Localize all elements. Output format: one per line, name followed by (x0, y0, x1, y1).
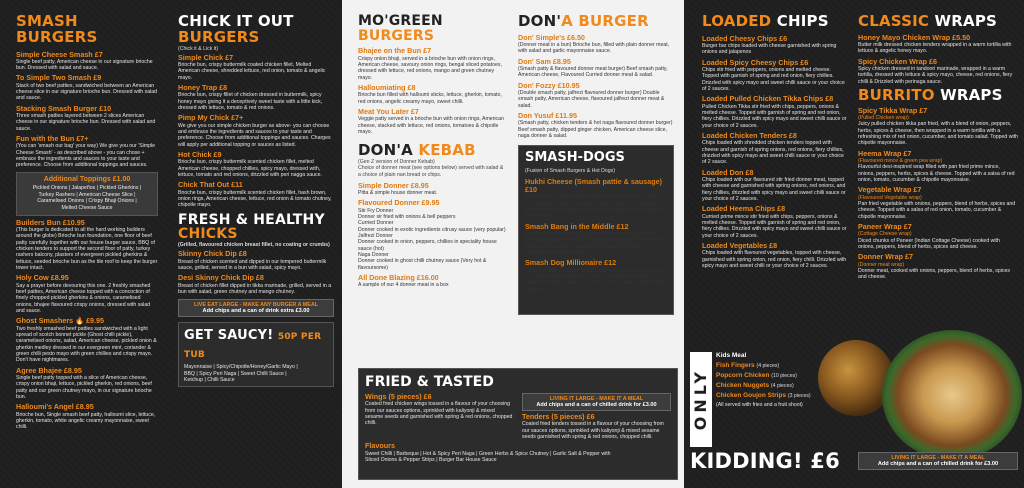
smash-dogs-sub: (Fusion of Smash Burgers & Hot Dogs) (525, 168, 615, 175)
text-line: Naga Donner (358, 252, 389, 259)
kebab-title-a: DON'A (358, 141, 413, 160)
fresh-title: FRESH & HEALTHY (178, 211, 325, 228)
don-title: DON' (518, 12, 562, 30)
kebab-flavoured: Flavoured Donner £9.95 Stir Fry Donner Donner sir fried with onions & bell peppers Curried Donner Donner cooked in exotic ingredients citrusy sauce (very popular) Jalfrezi Donner Donner cooked in onion, peppers, chillies in speciality house sauce (hot) Naga Donner Donner cooked in ghost chilli chutney sauce (Very hot & flavoursome) (358, 198, 506, 271)
menu-item (702, 59, 848, 93)
item-name: Don' Fozzy £10.95 (518, 80, 580, 90)
text-line: Donner cooked in ghost chilli chutney sauce (Very hot & flavoursome) (358, 258, 487, 271)
mogreen-list (358, 47, 506, 135)
item-desc: Brioche bun, crispy buttermilk coated chicken fillet, Melted American cheese, shredded lettuce, red onion, tomato & angelic mayo. (178, 62, 326, 81)
menu-item (178, 274, 334, 295)
smash-dogs-title: SMASH-DOGS (525, 150, 625, 166)
item-name: Chick That Out £11 (178, 180, 243, 190)
menu-item (858, 186, 1018, 220)
item-name: Simple Chick £7 (178, 52, 234, 62)
kebab-title-b: KEBAB (418, 141, 476, 160)
menu-item (858, 223, 1018, 250)
item-name: Stacking Smash Burger £10 (16, 103, 112, 113)
get-saucy-box (178, 322, 334, 387)
item-name: Halloumi's Angel £8.95 (16, 402, 94, 412)
text-line: Mayonnaise | Spicy/Chipotle/Honey/Garlic Mayo | (184, 364, 298, 371)
item-name: Ghost Smashers 🔥 £9.95 (16, 316, 105, 326)
saucy-title: GET SAUCY! (184, 328, 274, 344)
item-name: Spicy Chicken Wrap £6 (858, 56, 937, 66)
panel-loaded-chips (684, 0, 854, 488)
kids-item-pieces: (10 pieces) (771, 373, 797, 379)
item-name: Don' Sam £8.95 (518, 56, 571, 66)
item-name: Honey Mayo Chicken Wrap £5.50 (858, 32, 971, 42)
menu-item (858, 58, 1018, 85)
wings-item: Wings (5 pieces) £6 Coated fried chicken wings tossed in a flavour of your choosing from our sauces options, sprinkled with kaliyonji & mixed sesame seeds and garnished with spring & red onions, chopped chilli. (365, 392, 513, 427)
text-line: Curried Donner (358, 220, 394, 227)
menu-item (518, 58, 674, 79)
menu-item (16, 74, 158, 101)
item-desc: Brioche bun, Single smash patty, American cheese, topped with sausage bangers, mustard, fried onions, and ketchup. Beef smashed no dogs were smashed during the creation of this burger. (525, 194, 664, 220)
menu-item (702, 35, 848, 56)
menu-item (178, 151, 334, 178)
item-desc: Two freshly smashed beef patties sandwiched with a light spread of scotch bonnet pickle (Ghost chilli pickle), caramelised onions, salad, American cheese, pickled onion & gherkin medley dressed in our evergreen mint, coriander & green chilli pesto mayo with green chillies and crispy mayo. Don't have nightmares. (16, 325, 157, 364)
item-name: Holy Cow £8.95 (16, 273, 69, 283)
text-line: Stir Fry Donner (358, 207, 394, 214)
item-name: Pimp My Chick £7+ (178, 113, 244, 123)
item-desc: Breast of chicken fillet dipped in tikka marinade, grilled, served in a bun with salad, green chutney and mango chutney. (178, 282, 332, 295)
menu-item (518, 34, 674, 55)
meal-banner: LIVE EAT LARGE - MAKE ANY BURGER A MEAL Add chips and a can of drink extra £3.00 (178, 299, 334, 317)
item-desc: Brioche bun, crispy buttermilk scented chicken fillet, hash brown, onion rings, American cheese, lettuce, red onion & tomato chutney, chipotle mayo. (178, 189, 332, 209)
item-desc: Veggie patty served in a brioche bun with onion rings, American cheese, stacked with lettuce, red onions, tomatoes & chipotle mayo. (358, 116, 504, 135)
menu-item (525, 259, 667, 293)
menu-item (702, 242, 848, 269)
item-name: Builders Bun £10.95 (16, 217, 85, 227)
text-line: Donner cooked in exotic ingredients citrusy sauce (very popular) (358, 226, 506, 233)
item-desc: Say a prayer before devouring this one. 2 freshly smashed beef patties, American cheese topped with a concoction of finely chopped pickled gherkins & onions, caramelised onions, bhajee flavoured crispy onions, dressed with salad and sauce. (16, 282, 151, 315)
item-desc: Stack of two beef patties, sandwiched between an American cheese slice in our signature brioche bun. Dressed with salad and sauce. (16, 82, 158, 102)
menu-item (518, 112, 674, 139)
menu-item (16, 135, 158, 169)
item-name: Smash Bang in the Middle £12 (525, 221, 629, 231)
item-desc: Crispy onion bhaji, served in a brioche bun with onion rings, American cheese, savoury onion rings, bengal sliced potatoes, dressed with lettuce, red onions, mango and green chutney mayo. (358, 55, 502, 81)
burrito-title: BURRITO (858, 86, 935, 105)
text-line: Sliced Onions & Pepper Strips | Burger Bar House Sauce (365, 456, 497, 463)
item-desc: We give you our simple chicken burger as above- you can choose and embrace the ingredients and sauces to your taste and preference. Choose from additional toppings and sauces. Charges will apply per additional topping or sauces as listed. (178, 122, 331, 148)
kids-item-pieces: (3 pieces) (787, 393, 811, 399)
wraps-title: WRAPS (934, 12, 998, 30)
chick-subtitle: (Chick it & Lick it) (178, 45, 219, 52)
flavours-title: Flavours (365, 441, 395, 451)
kebab-sub2: Choice of donner meat (see options below) served with salad & a choice of plain nan bread or chips. (358, 165, 504, 178)
item-desc: Chips stir fried with peppers, onions and melted cheese. Topped with garnish of spring and red onion, fiery chillies. Drizzled with spicy mayo and sweet chilli sauce or your choice of 2 sauces. (702, 67, 845, 93)
item-desc: Chips loaded with shredded chicken tenders topped with cheese and garnish of spring onions, red onions, fiery chillies, drizzled with spicy mayo and sweet chilli sauce or your choice of 2 sauce. (702, 140, 844, 166)
menu-item (858, 150, 1018, 184)
item-name: Meat You Later £7 (358, 107, 419, 116)
text-line: Melted Cheese Sauce (61, 205, 113, 211)
text-line: Sweet Chilli | Barbeque | Hot & Spicy Peri Naga | Green Herbs & Spice Chutney | Garlic Salt & Pepper with (365, 450, 611, 457)
don-burger-title: A BURGER (561, 12, 649, 30)
smash-burgers-title: SMASH BURGERS (16, 12, 98, 46)
chicks-title: CHICKS (178, 226, 238, 243)
item-sub: (Flavoured Vegetable wrap) (858, 194, 922, 201)
don-list (518, 34, 674, 140)
mogreen-burgers-title: BURGERS (358, 27, 435, 44)
item-name: Don Yusuf £11.95 (518, 111, 577, 120)
text-line: Turkey Rashers | American Cheese Slice | (38, 191, 136, 198)
text-line: Donner sir fried with onions & bell peppers (358, 214, 456, 221)
item-desc: Donner meat, cooked with onions, peppers, blend of herbs, spices and cheese. (858, 268, 1010, 281)
kids-item-pieces: (4 pieces) (756, 363, 780, 369)
item-desc: Pulled Chicken Tikka stir fried with chips, peppers, onions & melted cheese. Topped with garnish of spring and red onion, fiery chillies. Drizzled with spicy mayo and sweet chilli sauce or your choice of 2 sauces. (702, 103, 847, 129)
item-desc: Brioche bun filled with halloumi sticks, lettuce, gherkin, tomato, red onions, angelic creamy mayo, sweet chilli. (358, 92, 502, 105)
kids-title: Kids Meal (716, 352, 747, 359)
kebab-simple: Simple Donner £8.95 Pitta & simple house donner meat. (358, 180, 438, 197)
menu-item (702, 95, 848, 129)
menu-item (178, 181, 334, 208)
fried-tasted-title: FRIED & TASTED (365, 374, 494, 390)
text-line: Donner cooked in onion, peppers, chillies in speciality house sauce (hot) (358, 239, 497, 252)
item-sub: (Cottage Cheese wrap) (858, 231, 912, 238)
item-name: Paneer Wrap £7 (858, 222, 912, 232)
item-name: Fun with the Bun £7+ (16, 134, 89, 144)
classic-title: CLASSIC (858, 12, 930, 30)
item-desc: Burger bar chips loaded with cheese garnished with spring onions and jalapenos (702, 43, 837, 56)
kids-item-name: Fish Fingers (716, 362, 755, 369)
item-name: Honey Trap £8 (178, 83, 228, 93)
item-name: Loaded Vegetables £8 (702, 241, 778, 250)
menu-item (858, 34, 1018, 55)
item-name: Loaded Heema Chips £8 (702, 204, 786, 214)
menu-item (358, 47, 506, 81)
item-desc: (Donner meat in a bun) Brioche bun, filled with plain donner meat, with salad and garlic mayonnaise sauce. (518, 42, 670, 55)
smash-burger-list (16, 51, 158, 169)
item-desc: Butter milk dressed chicken tenders wrapped in a warm tortilla with lettuce & angelic honey mayo. (858, 42, 1012, 55)
item-desc: Brioche bun, crispy fillet of chicken dressed in buttermilk, spicy honey mayo giving it a deceptively sweet taste with a little kick, dressed with lettuce, tomato & red onions. (178, 92, 323, 112)
item-name: Loaded Don £8 (702, 167, 754, 177)
item-desc: Breast of chicken scented and dipped in our tempered buttermilk sauce, grilled, served in a bun with salad, spicy mayo. (178, 258, 327, 271)
item-name: Spicy Tikka Wrap £7 (858, 105, 928, 115)
item-desc: Brioche bun, crispy buttermilk scented chicken fillet, melted American cheese, chopped chillies, spicy mayo, dressed with, lettuce, tomato and red onions, drizzled with peri nagga sauce. (178, 159, 322, 178)
menu-item (358, 84, 506, 105)
fried-tasted-box (358, 368, 678, 480)
panel-smash-burgers (0, 0, 172, 488)
item-desc: Single beef patty, American cheese in our signature brioche bun. Dressed with salad and sauce. (16, 58, 153, 72)
text-line: BBQ | Spicy Peri Naga | Sweet Chilli Sauce | (184, 370, 287, 377)
item-desc: Pan fried vegetable with onions, peppers, blend of herbs, spices and cheese. Topped with a salsa of red onion, tomato, cucumber & chipotle mayonnaise. (858, 201, 1016, 220)
kebab-sub: (Gen Z version of Donner Kebab) (358, 159, 435, 166)
only-vertical: ONLY (690, 352, 712, 447)
menu-item (16, 51, 158, 72)
menu-item (16, 105, 158, 132)
chick-title: CHICK IT OUT (178, 12, 294, 30)
item-name: Loaded Spicy Cheesy Chips £6 (702, 57, 809, 67)
item-name: Loaded Chicken Tenders £8 (702, 131, 797, 141)
wrap-food-image (882, 330, 1022, 460)
menu-item (702, 169, 848, 203)
item-desc: (Smash patty, chicken tenders & hot naga flavoured donner burger) Beef smash patty, dipped ginger chicken, American cheese slice, naga donner & salad. (518, 120, 673, 139)
item-desc: Curried prime mince stir fried with chips, peppers, onions & melted cheese. Topped with garnish of spring and red onion, fiery chillies. Drizzled with spicy mayo and sweet chilli sauce or your choice of 2 sauces. (702, 213, 847, 239)
menu-item (525, 223, 667, 257)
saucy-price: 50P PER TUB (184, 332, 322, 361)
item-desc: (You can 'smash our bag' your way) We give you our 'Simple Cheese Smash' - as described above - you can chose + embrace the ingredients and sauces to your taste and preference. Choose from additional toppings and sauces. (16, 143, 156, 169)
item-desc: Juicy pulled chicken tikka pan fried, with a blend of onion, peppers, herbs, spices & cheese, then wrapped in a warm tortilla with a refreshing mix of red onion, cucumber, and tomato salad. Topped with chipotle mayonnaise. (858, 121, 1018, 147)
menu-item (702, 132, 848, 166)
smash-dogs-box (518, 145, 674, 315)
smash-burger-list-2 (16, 219, 158, 431)
menu-item (525, 178, 667, 220)
item-desc: Flavourful desi-inspired wrap filled with pan fried prime mince, onions, peppers, herbs, spices & cheese. Topped with a salsa of red onion, tomato, cucumber & chipotle mayonnaise. (858, 164, 1015, 184)
kids-item-name: Popcorn Chicken (716, 372, 770, 379)
menu-item (702, 205, 848, 239)
item-desc: Diced chunks of Paneer (Indian Cottage Cheese) cooked with onions, peppers, blend of herbs, spices and cheese. (858, 237, 1000, 251)
item-desc: Single beef patty topped with a slice of American cheese, crispy onion bhaji, lettuce, pickled gherkin, red onions, beef patty and our green chutney mayo, in our signature brioche bun. (16, 375, 152, 401)
item-name: To Simple Two Smash £9 (16, 73, 102, 83)
kids-note: (All served with fries and a fruit shoot) (716, 402, 803, 408)
burgers-title: BURGERS (178, 27, 260, 46)
kids-item-pieces: (4 pieces) (770, 383, 794, 389)
chips-title: CHIPS (776, 12, 829, 30)
loaded-list (702, 35, 848, 270)
menu-item (16, 317, 158, 363)
item-name: Heema Wrap £7 (858, 148, 912, 158)
panel-chick-it-out (172, 0, 342, 488)
mogreen-title: MO'GREEN (358, 13, 443, 29)
text-line: Ketchup | Chilli Sauce (184, 376, 235, 383)
item-name: Loaded Pulled Chicken Tikka Chips £8 (702, 94, 834, 104)
kebab-all-done: All Done Blazing £16.00 A sample of our 4 donner meat in a box (358, 273, 449, 289)
item-name: Hukhi Cheese (Smash pattie & sausage) £10 (525, 176, 663, 195)
menu-item (518, 82, 674, 109)
item-desc: Spicy chicken dressed in tandoori marinade, wrapped in a warm tortilla, dressed with lettuce & spicy mayo, cheese, red onions, fiery chilli & Drizzled with perinaga sauce. (858, 66, 1013, 85)
fresh-subtitle: (Grilled, flavoured chicken breast fillet, no coating or crumbs) (178, 242, 330, 249)
item-desc: (Smash patty & flavoured donner meat burger) Beef smash patty, American cheese, Flavoured Curried donner meat & salad. (518, 66, 668, 79)
item-name: Simple Cheese Smash £7 (16, 49, 103, 59)
item-desc: (Smash pattie, sausage topped with chilli con carne) Brioche bun, beef patty, American cheese, sausage, fried onions, tomato ketchup, mustard, chilli con carne, topped with melted cheese. (525, 267, 666, 293)
menu-item (16, 274, 158, 314)
burrito-wraps-title: WRAPS (940, 86, 1003, 105)
menu-item (178, 250, 334, 271)
item-desc: (Double smash patties & sausage) Brioche bun, smashed beef patty, American cheese, sausage bangers in the middle, topped with another smashed beef patty, fried onions, mustard & tomato ketchup. (525, 231, 666, 257)
additional-toppings-box: Additional Toppings £1.00 Pickled Onions | Jalapeños | Pickled Gherkins | Turkey Rashers | American Cheese Slice | Caramelised Onions | Crispy Bhaji Onions | Melted Cheese Sauce (16, 172, 158, 216)
item-name: Don' Simple's £6.50 (518, 32, 585, 42)
classic-list (858, 34, 1018, 85)
item-desc: Chips loaded with flavoured vegetables, topped with cheese, garnished with spring onion, red onion, fiery chilli. Drizzled with spicy mayo and sweet chilli or your choice of 2 sauces. (702, 250, 847, 269)
item-name: Donner Wrap £7 (858, 252, 913, 262)
item-name: Vegetable Wrap £7 (858, 185, 922, 195)
item-name: Agree Bhajee £8.95 (16, 365, 82, 375)
menu-item (858, 107, 1018, 147)
kids-item-name: Chicken Nuggets (716, 382, 770, 389)
text-line: Pickled Onions | Jalapeños | Pickled Gherkins | (32, 184, 142, 191)
menu-item (178, 114, 334, 148)
menu-item (858, 253, 1018, 280)
menu-item (178, 84, 334, 111)
item-sub: (Donner meat wrap) (858, 261, 905, 268)
kids-item-name: Chicken Goujon Strips (716, 392, 787, 399)
menu-item (178, 54, 334, 81)
item-name: Loaded Cheesy Chips £6 (702, 33, 788, 43)
chick-list (178, 54, 334, 209)
item-name: Hot Chick £9 (178, 150, 222, 160)
menu-item (16, 403, 158, 430)
tenders-col: LIVING IT LARGE - MAKE IT A MEAL Add chips and a can of chilled drink for £3.00 Tenders (5 pieces) £6 Coated fried tenders tossed in a flavour of your choosing from our sauces options, sprinkled with kaliyonji & mixed sesame seeds garnished with spring & red onions, chopped chilli. (522, 393, 671, 440)
burrito-list (858, 107, 1018, 281)
item-name: Desi Skinny Chick Dip £8 (178, 273, 264, 283)
item-desc: Brioche bun, Single smash beef patty, halloumi slice, lettuce, gherkin, tomato, white angelic creamy mayonnaise, sweet chilli. (16, 411, 156, 431)
menu-item (358, 108, 506, 135)
item-name: Skinny Chick Dip £8 (178, 249, 247, 259)
item-desc: Three smash patties layered between 2 slices American cheese in our signature brioche bun. Dressed with salad and sauce. (16, 113, 156, 132)
loaded-title: LOADED (702, 12, 772, 30)
fresh-list (178, 250, 334, 295)
menu-item (16, 367, 158, 401)
kidding-title: KIDDING! £6 (690, 449, 840, 473)
item-name: Bhajee on the Bun £7 (358, 46, 432, 56)
wraps-meal-banner: LIVING IT LARGE - MAKE IT A MEAL Add chips and a can of chilled drink for £3.00 (858, 452, 1018, 470)
item-name: Halloumiating £8 (358, 83, 416, 93)
item-name: Smash Dog Millionaire £12 (525, 258, 617, 268)
item-desc: Chips loaded with our flavoured stir fried donner meat, topped with cheese and garnished with spring onions, red onions, and fiery chillies, drizzled with spicy mayo and sweet chilli sauce or your choice of 2 sauces. (702, 176, 846, 202)
text-line: Jalfrezi Donner (358, 233, 393, 240)
fried-meal-banner: LIVING IT LARGE - MAKE IT A MEAL Add chips and a can of chilled drink for £3.00 (522, 393, 671, 411)
item-desc: (Double smash patty, jalfrezi flavoured donner burger) Double smash patty, American cheese, flavoured jalfrezi donner meat & salad. (518, 89, 665, 109)
menu-item (16, 219, 158, 272)
item-sub: (Pulled Chicken wrap) (858, 115, 909, 122)
item-desc: (This burger is dedicated to all the hard working builders around the globe) Brioche bun foundation, one floor of beef patty carefully together with our house burger sauce, BBQ of chicken tenders to support the second floor of patty, turkey rashers balcony, plasters of evergreen pickled gherkins & lettuce, seeded brioche bun as the tile roof to keep the burger tower intact. (16, 227, 158, 272)
item-sub: (Flavoured mince & green pea wrap) (858, 158, 943, 165)
text-line: Caramelised Onions | Crispy Bhaji Onions | (37, 198, 137, 205)
